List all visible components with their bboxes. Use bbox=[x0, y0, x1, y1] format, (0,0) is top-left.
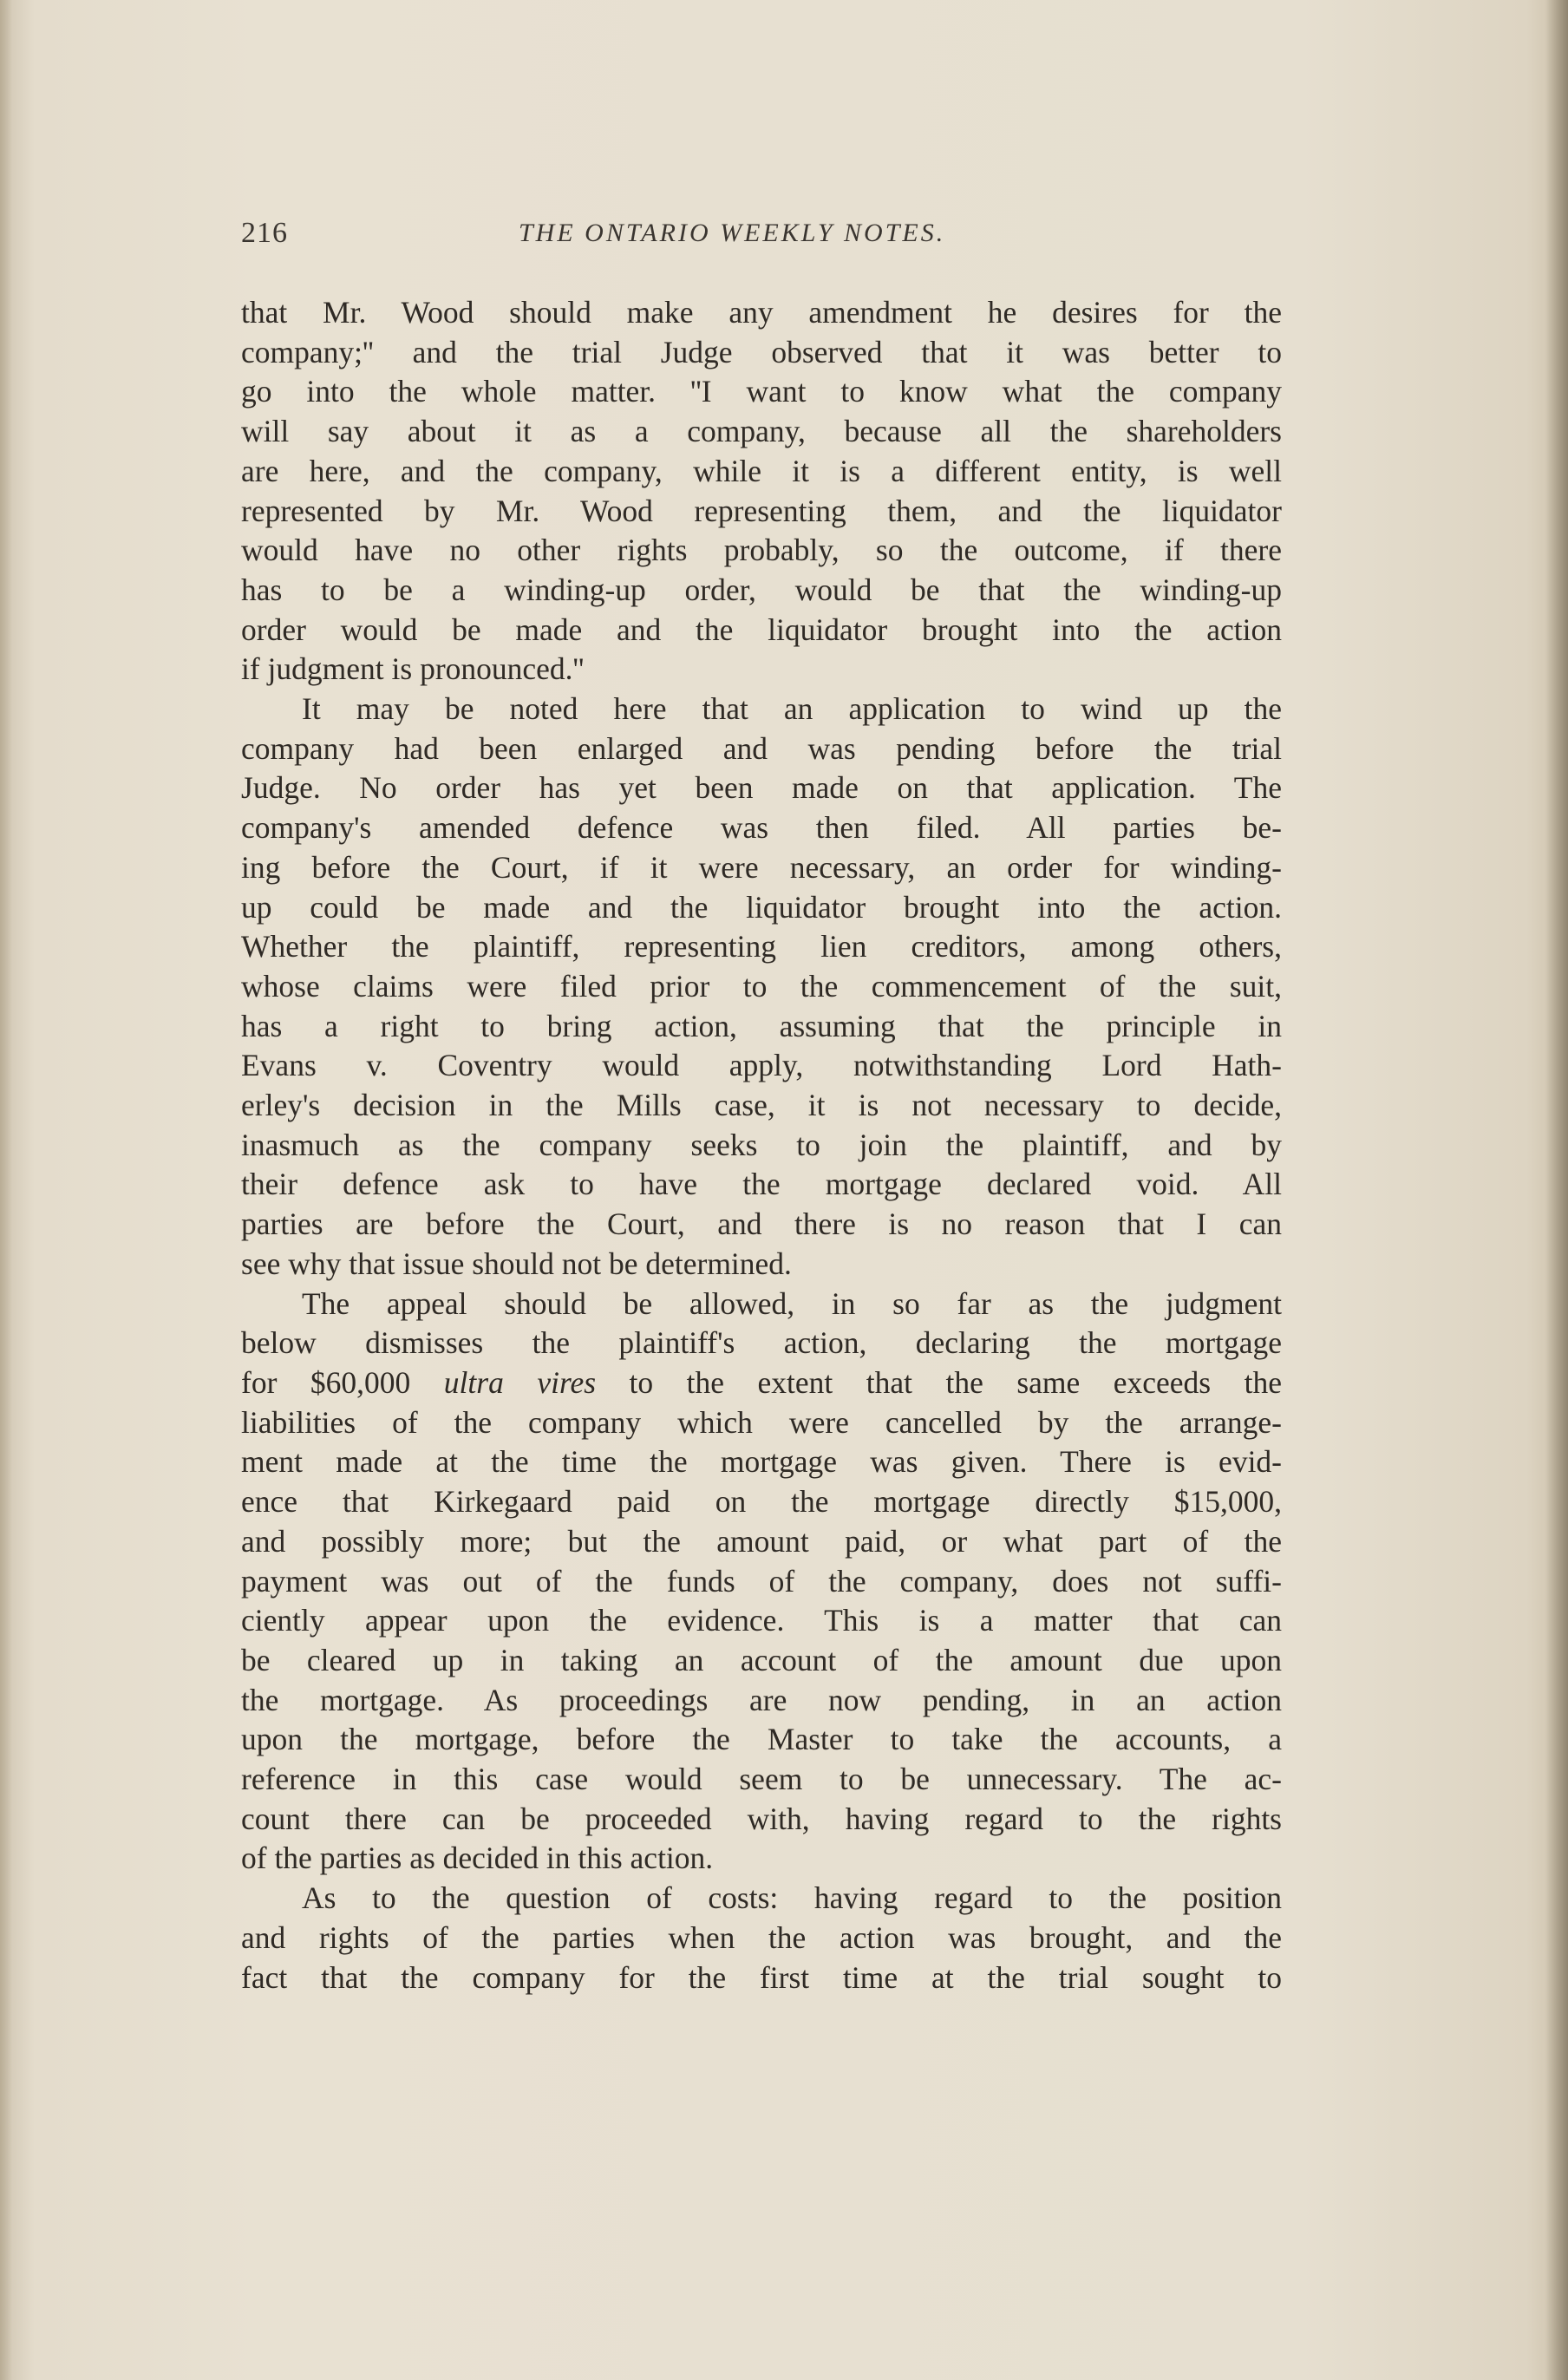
page-left-edge bbox=[0, 0, 12, 2380]
text-line: their defence ask to have the mortgage declared void. All bbox=[241, 1167, 1282, 1202]
text-line: has to be a winding-up order, would be that the winding-up bbox=[241, 572, 1282, 607]
text-line: Whether the plaintiff, representing lien creditors, among others, bbox=[241, 929, 1282, 964]
text-line: ence that Kirkegaard paid on the mortgage directly $15,000, bbox=[241, 1484, 1282, 1520]
text-line: erley's decision in the Mills case, it is not necessary to decide, bbox=[241, 1088, 1282, 1123]
text-line: ing before the Court, if it were necessary, an order for winding- bbox=[241, 849, 1282, 885]
running-head: THE ONTARIO WEEKLY NOTES. bbox=[519, 219, 946, 247]
text-line: the mortgage. As proceedings are now pending, in an action bbox=[241, 1682, 1282, 1717]
text-line: inasmuch as the company seeks to join the plaintiff, and by bbox=[241, 1127, 1282, 1162]
text-line: Judge. No order has yet been made on that application. The bbox=[241, 770, 1282, 806]
paragraph bbox=[241, 690, 1282, 1285]
text-line: reference in this case would seem to be unnecessary. The ac- bbox=[241, 1762, 1282, 1797]
text-line: and rights of the parties when the action was brought, and the bbox=[241, 1919, 1282, 1955]
text-line: As to the question of costs: having regard to the position bbox=[302, 1880, 1282, 1916]
text-line: fact that the company for the first time at the trial sought to bbox=[241, 1959, 1282, 1995]
text-line: if judgment is pronounced.'' bbox=[241, 651, 585, 687]
text-line: parties are before the Court, and there is no reason that I can bbox=[241, 1206, 1282, 1242]
page-number: 216 bbox=[241, 217, 288, 249]
text-line: has a right to bring action, assuming that the principle in bbox=[241, 1008, 1282, 1043]
text-line: would have no other rights probably, so the outcome, if there bbox=[241, 533, 1282, 568]
text-line: company had been enlarged and was pending before the trial bbox=[241, 730, 1282, 766]
text-line: up could be made and the liquidator brought into the action. bbox=[241, 889, 1282, 925]
text-line: liabilities of the company which were cancelled by the arrange- bbox=[241, 1404, 1282, 1440]
text-line: company;'' and the trial Judge observed that it was better to bbox=[241, 334, 1282, 369]
text-line: count there can be proceeded with, having regard to the rights bbox=[241, 1801, 1282, 1836]
text-line: company's amended defence was then filed. All parties be- bbox=[241, 810, 1282, 846]
text-line: below dismisses the plaintiff's action, declaring the mortgage bbox=[241, 1325, 1282, 1361]
text-line: will say about it as a company, because all the shareholders bbox=[241, 414, 1282, 449]
paragraph bbox=[241, 293, 1282, 690]
text-line: see why that issue should not be determined. bbox=[241, 1246, 792, 1281]
text-line: represented by Mr. Wood representing them, and the liquidator bbox=[241, 493, 1282, 528]
text-line: for $60,000 ultra vires to the extent that the same exceeds the bbox=[241, 1364, 1282, 1400]
text-line: whose claims were filed prior to the commencement of the suit, bbox=[241, 968, 1282, 1004]
text-line: order would be made and the liquidator brought into the action bbox=[241, 611, 1282, 647]
page-header bbox=[241, 217, 1282, 260]
body-text bbox=[241, 293, 1282, 1998]
text-line: ment made at the time the mortgage was given. There is evid- bbox=[241, 1444, 1282, 1480]
text-line: upon the mortgage, before the Master to take the accounts, a bbox=[241, 1722, 1282, 1757]
text-line: be cleared up in taking an account of the amount due upon bbox=[241, 1642, 1282, 1677]
page-right-edge bbox=[1545, 0, 1568, 2380]
paragraph bbox=[241, 1879, 1282, 1998]
text-line: go into the whole matter. ''I want to know what the company bbox=[241, 374, 1282, 409]
text-line: It may be noted here that an application to wind up the bbox=[302, 691, 1282, 727]
text-line: that Mr. Wood should make any amendment he desires for the bbox=[241, 295, 1282, 330]
text-line: The appeal should be allowed, in so far as the judgment bbox=[302, 1285, 1282, 1321]
text-line: and possibly more; but the amount paid, or what part of the bbox=[241, 1523, 1282, 1559]
text-line: ciently appear upon the evidence. This is a matter that can bbox=[241, 1603, 1282, 1638]
text-line: payment was out of the funds of the company, does not suffi- bbox=[241, 1563, 1282, 1599]
text-line: of the parties as decided in this action. bbox=[241, 1841, 714, 1876]
text-line: are here, and the company, while it is a different entity, is well bbox=[241, 453, 1282, 488]
text-line: Evans v. Coventry would apply, notwithstanding Lord Hath- bbox=[241, 1048, 1282, 1083]
paragraph bbox=[241, 1285, 1282, 1880]
